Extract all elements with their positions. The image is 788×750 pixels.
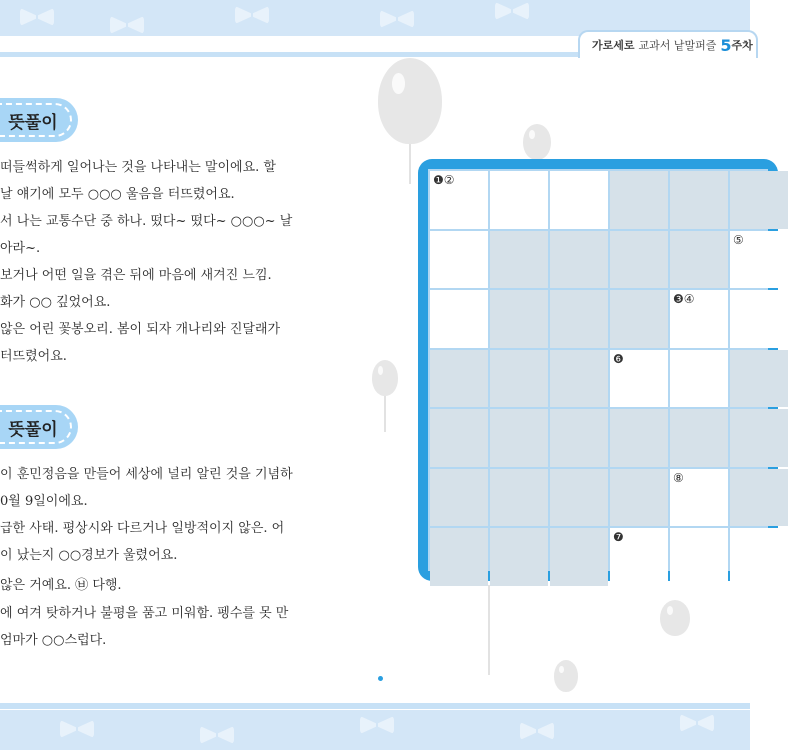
clue-line: 0월 9일이에요.: [0, 494, 88, 509]
answer-cell[interactable]: [430, 231, 488, 289]
blocked-cell: [610, 409, 668, 467]
bottom-page-edge: [0, 703, 750, 709]
section-label-across: [0, 98, 78, 142]
clue-line: 떠들썩하게 일어나는 것을 나타내는 말이에요. 할: [0, 160, 276, 175]
blocked-cell: [430, 528, 488, 586]
bow-decoration: [60, 720, 94, 738]
blocked-cell: [430, 350, 488, 408]
clue-line: 않은 거예요. ㉥ 다행.: [0, 578, 122, 593]
answer-cell[interactable]: [490, 171, 548, 229]
clue-line: 이 훈민정음을 만들어 세상에 널리 알린 것을 기념하: [0, 467, 293, 482]
clue-line: 화가 ○○ 깊었어요.: [0, 295, 111, 310]
blocked-cell: [550, 290, 608, 348]
clue-line: 엄마가 ○○스럽다.: [0, 633, 107, 648]
blocked-cell: [730, 171, 788, 229]
answer-cell[interactable]: [610, 528, 668, 586]
crossword-frame: [418, 159, 778, 581]
section-title: 뜻풀이: [0, 103, 72, 137]
answer-cell[interactable]: [430, 290, 488, 348]
clue-line: 않은 어린 꽃봉오리. 봄이 되자 개나리와 진달래가: [0, 322, 281, 337]
balloon-decoration: [554, 660, 578, 692]
answer-cell[interactable]: [610, 350, 668, 408]
blocked-cell: [490, 409, 548, 467]
clue-line: 날 얘기에 모두 ○○○ 울음을 터뜨렸어요.: [0, 187, 235, 202]
clue-line: 급한 사태. 평상시와 다르거나 일방적이지 않은. 어: [0, 521, 285, 536]
clue-line: 보거나 어떤 일을 겪은 뒤에 마음에 새겨진 느낌.: [0, 268, 272, 283]
clue-line: 터뜨렸어요.: [0, 349, 67, 364]
section-label-down: [0, 405, 78, 449]
clue-number: ❻: [613, 351, 624, 366]
bow-decoration: [680, 714, 714, 732]
header-title: 가로세로: [592, 39, 635, 52]
header-subtitle: 교과서 낱말퍼즐: [638, 39, 717, 52]
clue-line: 서 나는 교통수단 중 하나. 떴다~ 떴다~ ○○○~ 날: [0, 214, 293, 229]
blocked-cell: [610, 290, 668, 348]
balloon-string: [384, 396, 386, 432]
blocked-cell: [490, 350, 548, 408]
balloon-string: [488, 585, 490, 675]
blocked-cell: [730, 409, 788, 467]
blocked-cell: [670, 409, 728, 467]
bow-decoration: [495, 2, 529, 20]
balloon-decoration: [378, 58, 442, 144]
crossword-grid: [428, 169, 768, 571]
answer-cell[interactable]: [730, 231, 788, 289]
clue-line: 에 여겨 탓하거나 불평을 품고 미워함. 펭수를 못 만: [0, 606, 289, 621]
blocked-cell: [430, 409, 488, 467]
bow-decoration: [20, 8, 54, 26]
clue-line: 이 났는지 ○○경보가 울렸어요.: [0, 548, 178, 563]
answer-cell[interactable]: [550, 171, 608, 229]
bow-decoration: [520, 722, 554, 740]
bottom-pattern-band: [0, 710, 750, 750]
clue-number: ❸④: [673, 292, 695, 306]
blocked-cell: [550, 231, 608, 289]
blocked-cell: [490, 231, 548, 289]
blocked-cell: [670, 231, 728, 289]
balloon-decoration: [372, 360, 398, 396]
clue-number: ⑧: [673, 470, 684, 485]
balloon-string: [409, 144, 411, 184]
week-number: 5: [720, 35, 732, 55]
answer-cell[interactable]: [730, 528, 788, 586]
answer-cell[interactable]: [430, 171, 488, 229]
bow-decoration: [360, 716, 394, 734]
bow-decoration: [200, 726, 234, 744]
bow-decoration: [380, 10, 414, 28]
blocked-cell: [670, 171, 728, 229]
blocked-cell: [610, 171, 668, 229]
blocked-cell: [550, 528, 608, 586]
blocked-cell: [730, 350, 788, 408]
answer-cell[interactable]: [670, 528, 728, 586]
blocked-cell: [430, 469, 488, 527]
answer-cell[interactable]: [670, 290, 728, 348]
bow-decoration: [235, 6, 269, 24]
clue-number: ❶②: [433, 173, 455, 187]
page-dot: [378, 676, 383, 681]
blocked-cell: [550, 409, 608, 467]
blocked-cell: [550, 350, 608, 408]
blocked-cell: [490, 528, 548, 586]
clue-number: ❼: [613, 530, 624, 544]
blocked-cell: [490, 469, 548, 527]
clue-line: 아라~.: [0, 241, 41, 256]
answer-cell[interactable]: [670, 350, 728, 408]
answer-cell[interactable]: [730, 290, 788, 348]
answer-cell[interactable]: [670, 469, 728, 527]
week-header-tab: [578, 30, 758, 58]
week-suffix: 주차: [731, 39, 753, 52]
bow-decoration: [110, 16, 144, 34]
section-title: 뜻풀이: [0, 410, 72, 444]
blocked-cell: [610, 231, 668, 289]
balloon-decoration: [660, 600, 690, 636]
blocked-cell: [610, 469, 668, 527]
blocked-cell: [730, 469, 788, 527]
blocked-cell: [550, 469, 608, 527]
blocked-cell: [490, 290, 548, 348]
balloon-decoration: [523, 124, 551, 160]
clue-number: ⑤: [733, 232, 744, 247]
